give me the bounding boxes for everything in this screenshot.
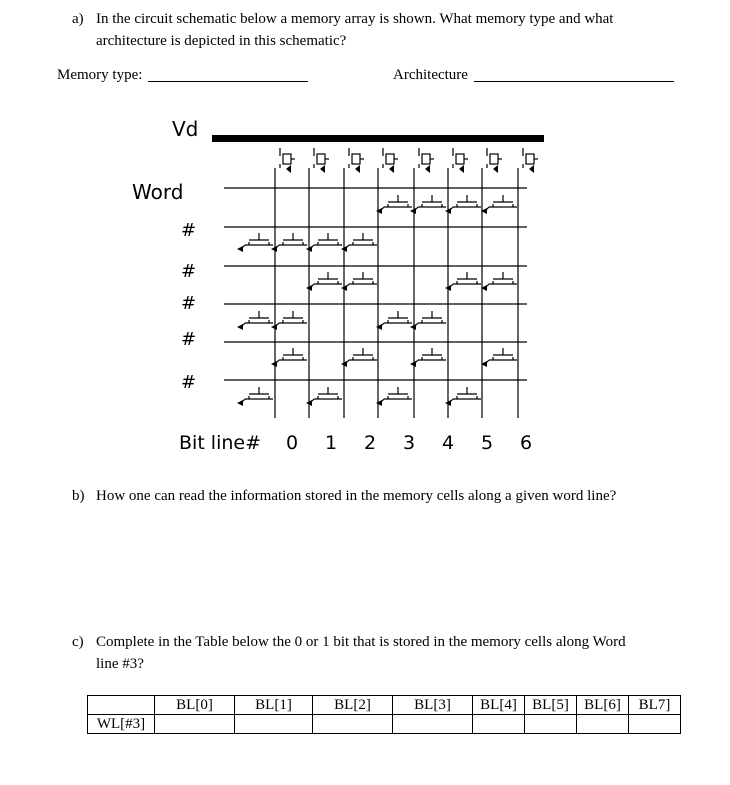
bit-line-number: 0 [286, 432, 299, 454]
question-a-line2: architecture is depicted in this schematic? [96, 33, 347, 49]
table-cell[interactable] [155, 715, 235, 734]
row-marker: # [181, 329, 197, 350]
bit-line-number: 5 [481, 432, 494, 454]
question-c-line1: Complete in the Table below the 0 or 1 bit that is stored in the memory cells along Word [96, 634, 626, 650]
table-cell[interactable] [525, 715, 577, 734]
question-c-label: c) [72, 634, 84, 650]
bit-line-number: 4 [442, 432, 455, 454]
bit-line-number: 1 [325, 432, 338, 454]
memory-cell-row [376, 195, 517, 214]
question-b-text: How one can read the information stored in the memory cells along a given word line? [96, 488, 617, 504]
table-cell[interactable] [313, 715, 393, 734]
question-a-line1: In the circuit schematic below a memory array is shown. What memory type and what [96, 11, 614, 27]
word-label: Word [132, 180, 184, 204]
memory-type-label: Memory type: [57, 67, 143, 83]
table-header: BL[0] [155, 696, 235, 715]
vd-label: Vd [172, 117, 199, 141]
table-row [88, 715, 681, 734]
table-header: BL7] [629, 696, 681, 715]
row-marker: # [181, 261, 197, 282]
question-a-label: a) [72, 11, 84, 27]
bit-line-number: 2 [364, 432, 377, 454]
table-header: BL[5] [525, 696, 577, 715]
table-header: BL[6] [577, 696, 629, 715]
memory-cell-row [306, 272, 517, 291]
bit-line-label: Bit line# [179, 432, 262, 454]
memory-cell-row [237, 233, 377, 252]
bit-line-number: 6 [520, 432, 533, 454]
table-cell[interactable] [629, 715, 681, 734]
row-marker: # [181, 220, 197, 241]
memory-cell-row [237, 311, 446, 330]
bit-line-number: 3 [403, 432, 416, 454]
row-marker: # [181, 293, 197, 314]
table-header: BL[1] [235, 696, 313, 715]
table-header: BL[2] [313, 696, 393, 715]
table-row-label: WL[#3] [88, 715, 155, 734]
memory-cell-row [237, 387, 481, 406]
question-c-line2: line #3? [96, 656, 144, 672]
vd-supply-bar [212, 135, 544, 142]
architecture-label: Architecture [393, 67, 468, 83]
table-cell[interactable] [473, 715, 525, 734]
table-cell[interactable] [393, 715, 473, 734]
table-header-row [88, 696, 681, 715]
answer-table [87, 695, 681, 734]
table-header: BL[3] [393, 696, 473, 715]
table-header-corner [88, 696, 155, 715]
table-cell[interactable] [577, 715, 629, 734]
memory-cell-row [271, 348, 517, 367]
question-b-label: b) [72, 488, 85, 504]
table-header: BL[4] [473, 696, 525, 715]
row-marker: # [181, 372, 197, 393]
table-cell[interactable] [235, 715, 313, 734]
